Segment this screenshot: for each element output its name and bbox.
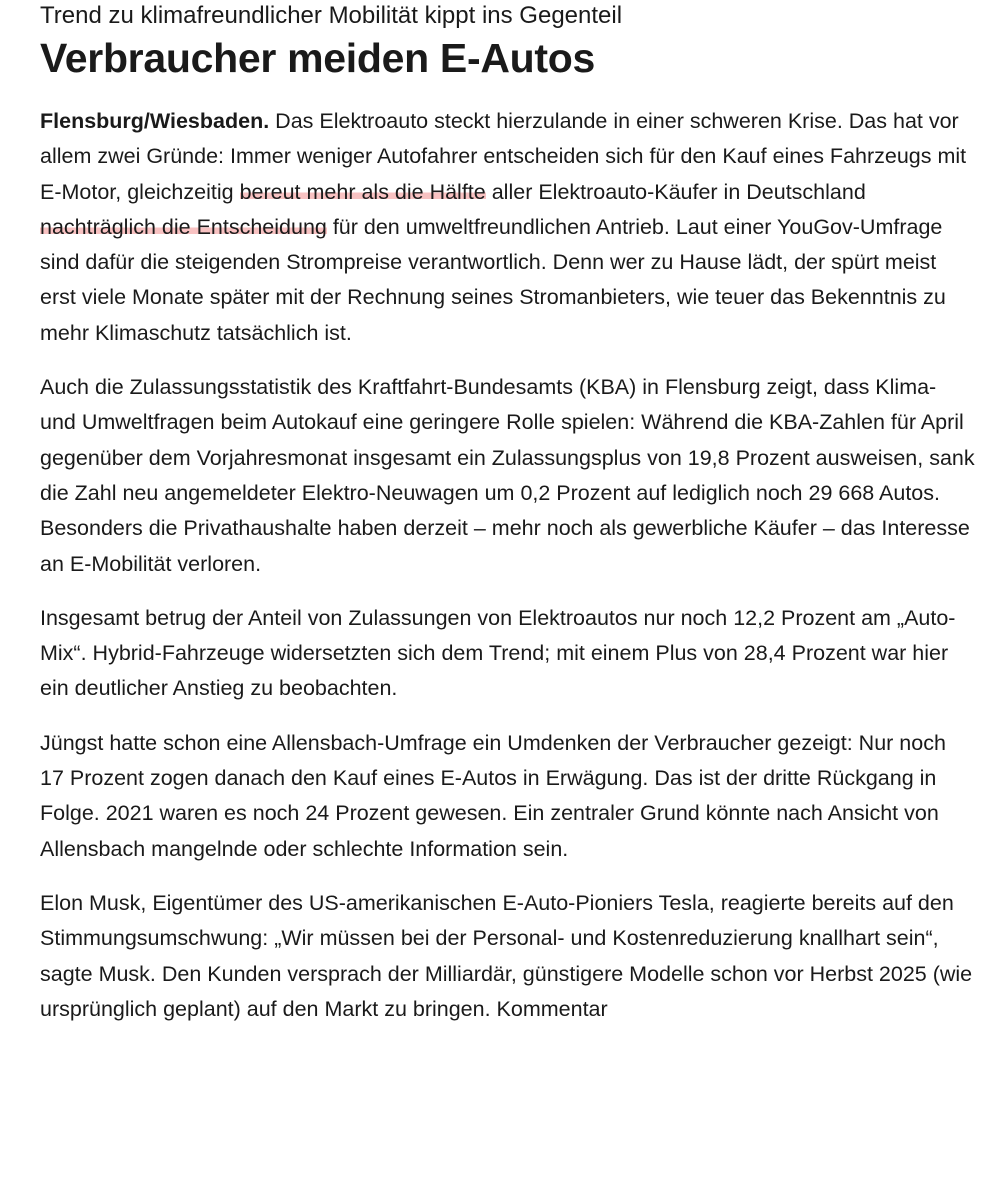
highlight-marker-2: nachträglich die Entscheidung — [40, 214, 327, 239]
paragraph-1-text-b: aller Elektroauto-Käufer in Deutschland — [485, 179, 866, 204]
paragraph-2: Auch die Zulassungsstatistik des Kraftfahrt-Bundesamts (KBA) in Flensburg zeigt, dass Klima- und Umweltfragen beim Autokauf eine geringere Rolle spielen: Während die KBA-Zahlen für April gegenüber dem Vorjahresmonat insgesamt ein Zulassungsplus von 19,8 Prozent ausweisen, sank die Zahl neu angemeldeter Elektro-Neuwagen um 0,2 Prozent auf lediglich noch 29 668 Autos. Besonders die Privathaushalte haben derzeit – mehr noch als gewerbliche Käufer – das Interesse an E-Mobilität verloren. — [40, 375, 975, 576]
article-body — [40, 104, 975, 1027]
paragraph-3: Insgesamt betrug der Anteil von Zulassungen von Elektroautos nur noch 12,2 Prozent am „Auto-Mix“. Hybrid-Fahrzeuge widersetzten sich dem Trend; mit einem Plus von 28,4 Prozent war hier ein deutlicher Anstieg zu beobachten. — [40, 605, 956, 701]
paragraph-1-text-a: Das Elektroauto steckt hierzulande in einer schweren Krise. Das hat vor allem zwei Gründe: Immer weniger Autofahrer entscheiden sich für den Kauf eines Fahrzeugs mit E-Motor, gleichzeitig — [40, 109, 967, 204]
article — [40, 0, 975, 1046]
paragraph-1-text-c: für den umweltfreundlichen Antrieb. Laut einer YouGov-Umfrage sind dafür die steigenden Strompreise verantwortlich. Denn wer zu Hause lädt, der spürt meist erst viele Monate später mit der Rechnung seines Stromanbieters, wie teuer das Bekenntnis zu mehr Klimaschutz tatsächlich ist. — [40, 214, 946, 345]
dateline: Flensburg/Wiesbaden. — [40, 109, 270, 133]
highlight-marker-1: bereut mehr als die Hälfte — [239, 179, 486, 204]
paragraph-4: Jüngst hatte schon eine Allensbach-Umfrage ein Umdenken der Verbraucher gezeigt: Nur noch 17 Prozent zogen danach den Kauf eines E-Autos in Erwägung. Das ist der dritte Rückgang in Folge. 2021 waren es noch 24 Prozent gewesen. Ein zentraler Grund könnte nach Ansicht von Allensbach mangelnde oder schlechte Information sein. — [40, 730, 946, 861]
article-headline: Verbraucher meiden E-Autos — [40, 35, 595, 81]
article-kicker: Trend zu klimafreundlicher Mobilität kippt ins Gegenteil — [40, 2, 623, 29]
paragraph-5: Elon Musk, Eigentümer des US-amerikanischen E-Auto-Pioniers Tesla, reagierte bereits auf den Stimmungsumschwung: „Wir müssen bei der Personal- und Kostenreduzierung knallhart sein“, sagte Musk. Den Kunden versprach der Milliardär, günstigere Modelle schon vor Herbst 2025 (wie ursprünglich geplant) auf den Markt zu bringen. Kommentar — [40, 890, 973, 1021]
paragraph-1 — [40, 104, 975, 351]
